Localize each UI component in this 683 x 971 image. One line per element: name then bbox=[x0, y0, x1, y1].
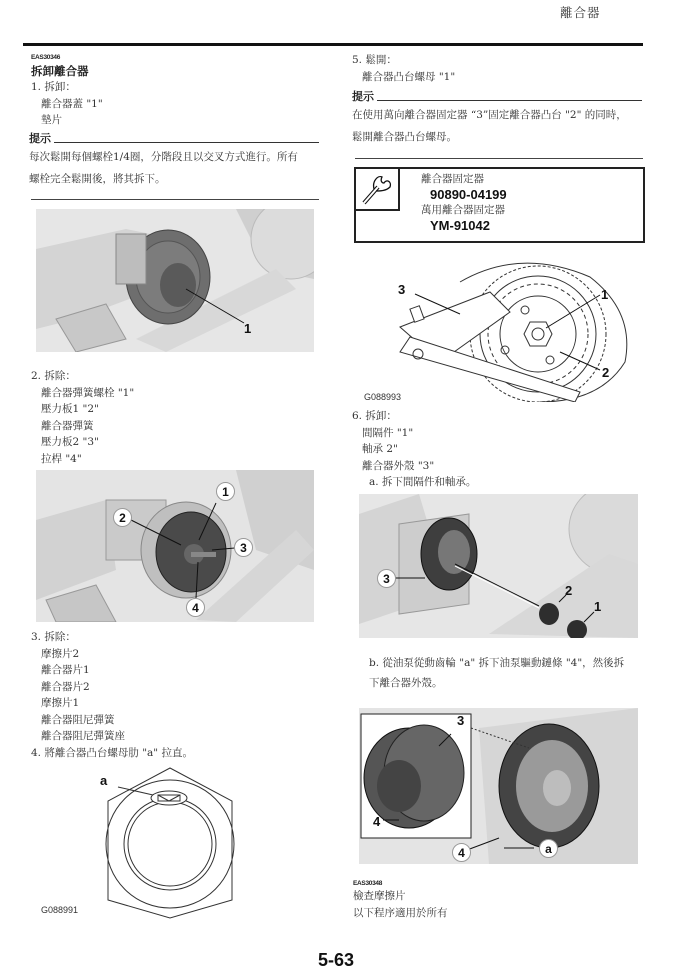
figure-code: G088993 bbox=[364, 392, 402, 402]
section-code: EAS30348 bbox=[353, 880, 383, 887]
step-5 bbox=[352, 52, 642, 85]
step-6-item: 軸承 2" bbox=[362, 443, 398, 455]
callout-1: 1 bbox=[594, 599, 602, 614]
callout-3: 3 bbox=[457, 713, 465, 728]
step-3-item: 摩擦片1 bbox=[41, 697, 80, 709]
figure-pressure-plate bbox=[36, 470, 314, 622]
note-heading: 提示 bbox=[29, 130, 319, 146]
step-6-item: 離合器外殼 "3" bbox=[362, 459, 435, 472]
step-4-label: 4. 將離合器凸台螺母肋 "a" 拉直。 bbox=[31, 746, 193, 759]
callout-1: 1 bbox=[216, 482, 235, 501]
section-code: EAS30346 bbox=[31, 54, 61, 61]
step-3-item: 摩擦片2 bbox=[41, 647, 80, 660]
special-tool-box bbox=[354, 167, 645, 243]
tool-name-1: 離合器固定器 bbox=[421, 173, 484, 185]
figure-clutch-holder bbox=[360, 252, 650, 402]
step-5-item: 離合器凸台螺母 "1" bbox=[362, 70, 456, 83]
page-number: 5-63 bbox=[318, 950, 355, 970]
callout-1: 1 bbox=[244, 321, 252, 336]
step-3 bbox=[31, 629, 321, 761]
step-6-substep-b: b. 從油泵從動齒輪 "a" 拆下油泵驅動鏈條 "4"，然後拆 下離合器外殼。 bbox=[369, 657, 625, 689]
nut-illustration bbox=[36, 765, 316, 925]
callout-3: 3 bbox=[398, 282, 406, 297]
step-6-label: 6. 拆卸： bbox=[352, 410, 397, 422]
note-body: 每次鬆開每個螺栓1/4圈，分階段且以交叉方式進行。所有 螺栓完全鬆開後，將其拆下。 bbox=[29, 151, 298, 185]
step-2-item: 離合器彈簧螺栓 "1" bbox=[41, 386, 135, 399]
figure-nut bbox=[36, 765, 316, 925]
section-2 bbox=[353, 888, 643, 921]
step-2-label: 2. 拆除： bbox=[31, 370, 76, 382]
note-1 bbox=[29, 130, 319, 190]
step-6-item: 間隔件 "1" bbox=[362, 426, 414, 439]
callout-4: 4 bbox=[186, 598, 205, 617]
step-2-item: 拉桿 "4" bbox=[41, 452, 82, 465]
tool-part-number-1: 90890-04199 bbox=[430, 187, 507, 202]
step-3-item: 離合器阻尼彈簧座 bbox=[41, 730, 125, 742]
section-2-title: 檢查摩擦片 bbox=[353, 890, 406, 902]
step-3-item: 離合器片2 bbox=[41, 680, 90, 693]
figure-clutch-cover bbox=[36, 209, 314, 352]
section-2-text: 以下程序適用於所有 bbox=[353, 906, 448, 919]
step-1-item: 墊片 bbox=[41, 114, 62, 126]
callout-2: 2 bbox=[602, 365, 610, 380]
chapter-title: 離合器 bbox=[560, 5, 601, 20]
wrench-tool-icon bbox=[356, 169, 400, 211]
header-rule bbox=[23, 43, 643, 46]
callout-4: 4 bbox=[452, 843, 471, 862]
step-6 bbox=[352, 408, 642, 491]
note-2-end-rule bbox=[355, 158, 643, 159]
step-2 bbox=[31, 368, 321, 467]
step-2-item: 離合器彈簧 bbox=[41, 419, 94, 432]
step-3-item: 離合器片1 bbox=[41, 664, 90, 676]
callout-a: a bbox=[539, 839, 558, 858]
note-body: 在使用萬向離合器固定器 “3”固定離合器凸台 "2" 的同時， 鬆開離合器凸台螺母。 bbox=[352, 109, 627, 143]
callout-1: 1 bbox=[601, 287, 609, 302]
figure-oil-pump-chain bbox=[359, 708, 638, 864]
note-1-end-rule bbox=[31, 199, 319, 200]
note-2 bbox=[352, 88, 642, 148]
note-heading: 提示 bbox=[352, 88, 642, 104]
step-5-label: 5. 鬆開： bbox=[352, 54, 397, 66]
figure-code: G088991 bbox=[41, 905, 79, 915]
step-1-label: 1. 拆卸： bbox=[31, 81, 76, 93]
step-3-label: 3. 拆除： bbox=[31, 631, 76, 643]
callout-2: 2 bbox=[113, 508, 132, 527]
oil-pump-chain-illustration bbox=[359, 708, 638, 864]
step-1 bbox=[31, 79, 321, 129]
callout-3: 3 bbox=[234, 538, 253, 557]
section-title: 拆卸離合器 bbox=[31, 64, 89, 78]
figure-clutch-housing bbox=[359, 494, 638, 638]
callout-3: 3 bbox=[377, 569, 396, 588]
step-2-item: 壓力板2 "3" bbox=[41, 436, 99, 448]
tool-part-number-2: YM-91042 bbox=[430, 218, 490, 233]
tool-name-2: 萬用離合器固定器 bbox=[421, 204, 505, 216]
callout-2: 2 bbox=[565, 583, 573, 598]
step-3-item: 離合器阻尼彈簧 bbox=[41, 713, 115, 726]
pressure-plate-illustration bbox=[36, 470, 314, 622]
clutch-housing-illustration bbox=[359, 494, 638, 638]
callout-4: 4 bbox=[373, 814, 381, 829]
clutch-cover-illustration bbox=[36, 209, 314, 352]
callout-a: a bbox=[100, 773, 108, 788]
step-1-item: 離合器蓋 "1" bbox=[41, 97, 103, 110]
step-2-item: 壓力板1 "2" bbox=[41, 403, 99, 415]
step-6-substep-a: a. 拆下間隔件和軸承。 bbox=[369, 476, 477, 488]
